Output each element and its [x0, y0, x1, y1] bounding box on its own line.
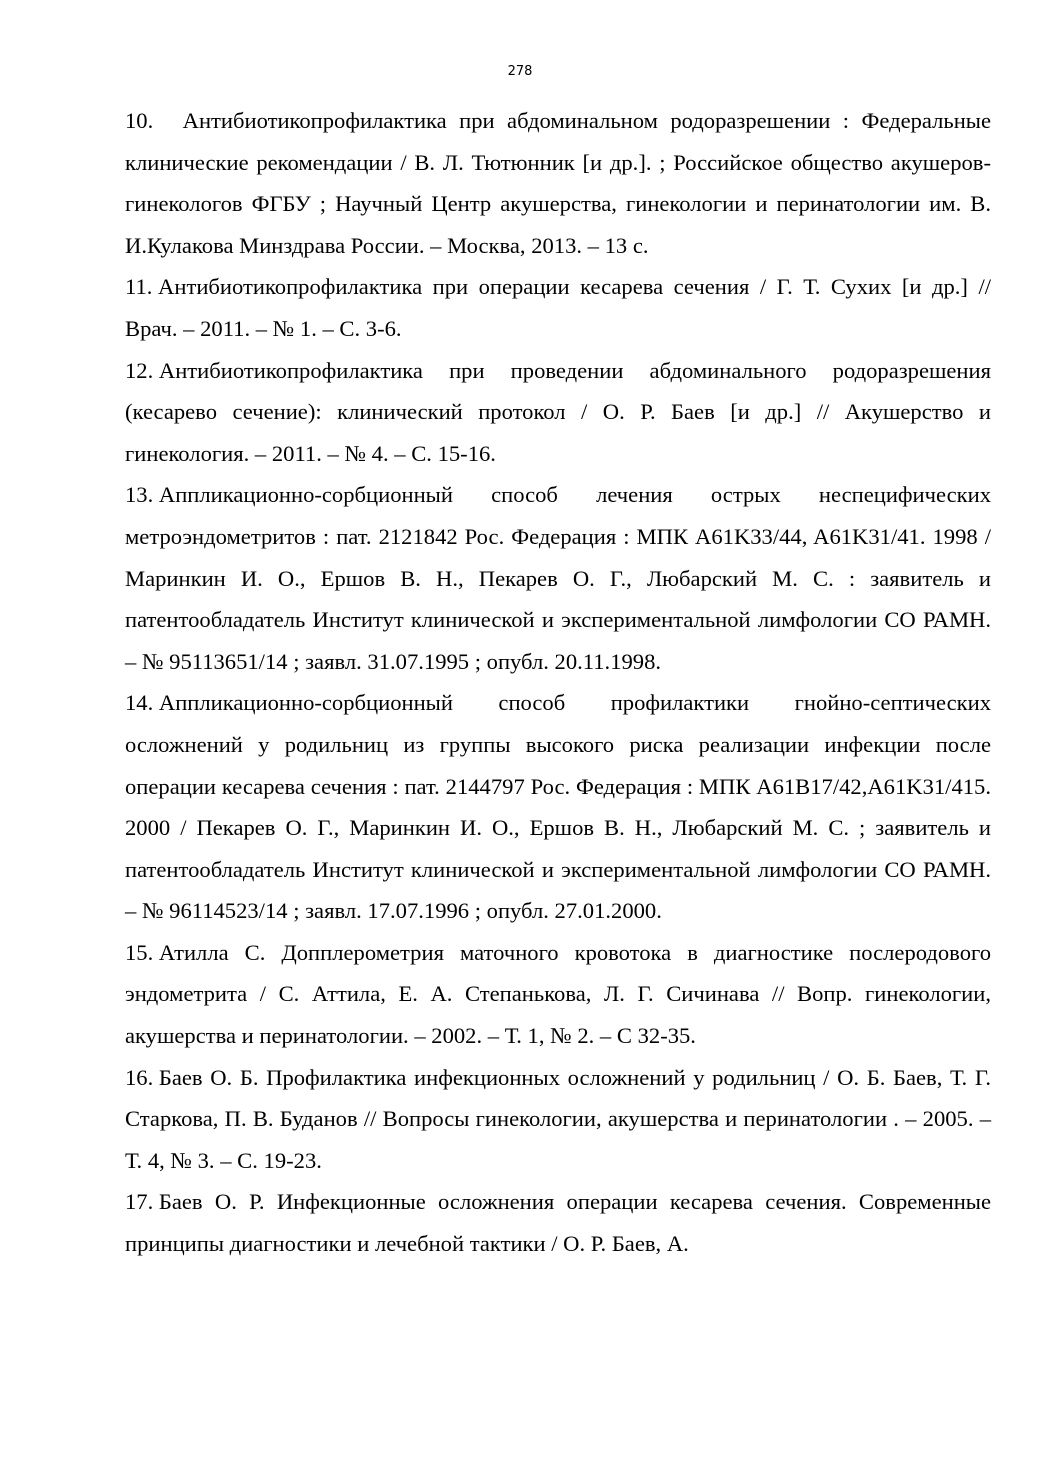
- page-number: 278: [507, 64, 533, 79]
- reference-number: 12.: [125, 357, 154, 383]
- reference-text: Баев О. Б. Профилактика инфекционных осложнений у родильниц / О. Б. Баев, Т. Г. Старкова, П. В. Буданов // Вопросы гинекологии, акушерства и перинатологии . – 2005. – Т. 4, № 3. – С. 19-23.: [125, 1064, 991, 1173]
- reference-item: [125, 1181, 991, 1264]
- reference-item: [125, 682, 991, 932]
- reference-item: [125, 1057, 991, 1182]
- reference-item: [125, 100, 991, 266]
- reference-number: 11.: [125, 274, 153, 300]
- reference-text: Антибиотикопрофилактика при проведении абдоминального родоразрешения (кесарево сечение): клинический протокол / О. Р. Баев [и др.] // Акушерство и гинекология. – 2011. – № 4. – С. 15-16.: [125, 357, 991, 466]
- reference-text: Баев О. Р. Инфекционные осложнения операции кесарева сечения. Современные принципы диагностики и лечебной тактики / О. Р. Баев, А.: [125, 1189, 991, 1257]
- reference-text: Аппликационно-сорбционный способ лечения острых неспецифических метроэндометритов : пат. 2121842 Рос. Федерация : МПК A61K33/44, A61K31/41. 1998 / Маринкин И. О., Ершов В. Н., Пекарев О. Г., Любарский М. С. : заявитель и патентообладатель Институт клинической и экспериментальной лимфологии СО РАМН. – № 95113651/14 ; заявл. 31.07.1995 ; опубл. 20.11.1998.: [125, 482, 991, 674]
- reference-item: [125, 350, 991, 475]
- reference-number: 13.: [125, 482, 154, 508]
- reference-number: 16.: [125, 1064, 154, 1090]
- reference-text: Аппликационно-сорбционный способ профилактики гнойно-септических осложнений у родильниц из группы высокого риска реализации инфекции после операции кесарева сечения : пат. 2144797 Рос. Федерация : МПК A61B17/42,A61K31/415. 2000 / Пекарев О. Г., Маринкин И. О., Ершов В. Н., Любарский М. С. ; заявитель и патентообладатель Институт клинической и экспериментальной лимфологии СО РАМН. – № 96114523/14 ; заявл. 17.07.1996 ; опубл. 27.01.2000.: [125, 690, 991, 924]
- reference-number: 14.: [125, 690, 154, 716]
- reference-item: [125, 932, 991, 1057]
- reference-list: [125, 100, 991, 1265]
- reference-number: 10.: [125, 108, 154, 133]
- reference-text: Антибиотикопрофилактика при абдоминальном родоразрешении : Федеральные клинические рекомендации / В. Л. Тютюнник [и др.]. ; Российское общество акушеров-гинекологов ФГБУ ; Научный Центр акушерства, гинекологии и перинатологии им. В. И.Кулакова Минздрава России. – Москва, 2013. – 13 с.: [125, 108, 991, 258]
- reference-item: [125, 474, 991, 682]
- reference-text: Атилла С. Допплерометрия маточного кровотока в диагностике послеродового эндометрита / С. Аттила, Е. А. Степанькова, Л. Г. Сичинава // Вопр. гинекологии, акушерства и перинатологии. – 2002. – Т. 1, № 2. – С 32-35.: [125, 939, 991, 1049]
- reference-number: 17.: [125, 1189, 154, 1215]
- reference-text: Антибиотикопрофилактика при операции кесарева сечения / Г. Т. Сухих [и др.] // Врач. – 2011. – № 1. – С. 3-6.: [125, 274, 991, 341]
- reference-number: 15.: [125, 939, 154, 965]
- reference-item: [125, 266, 991, 349]
